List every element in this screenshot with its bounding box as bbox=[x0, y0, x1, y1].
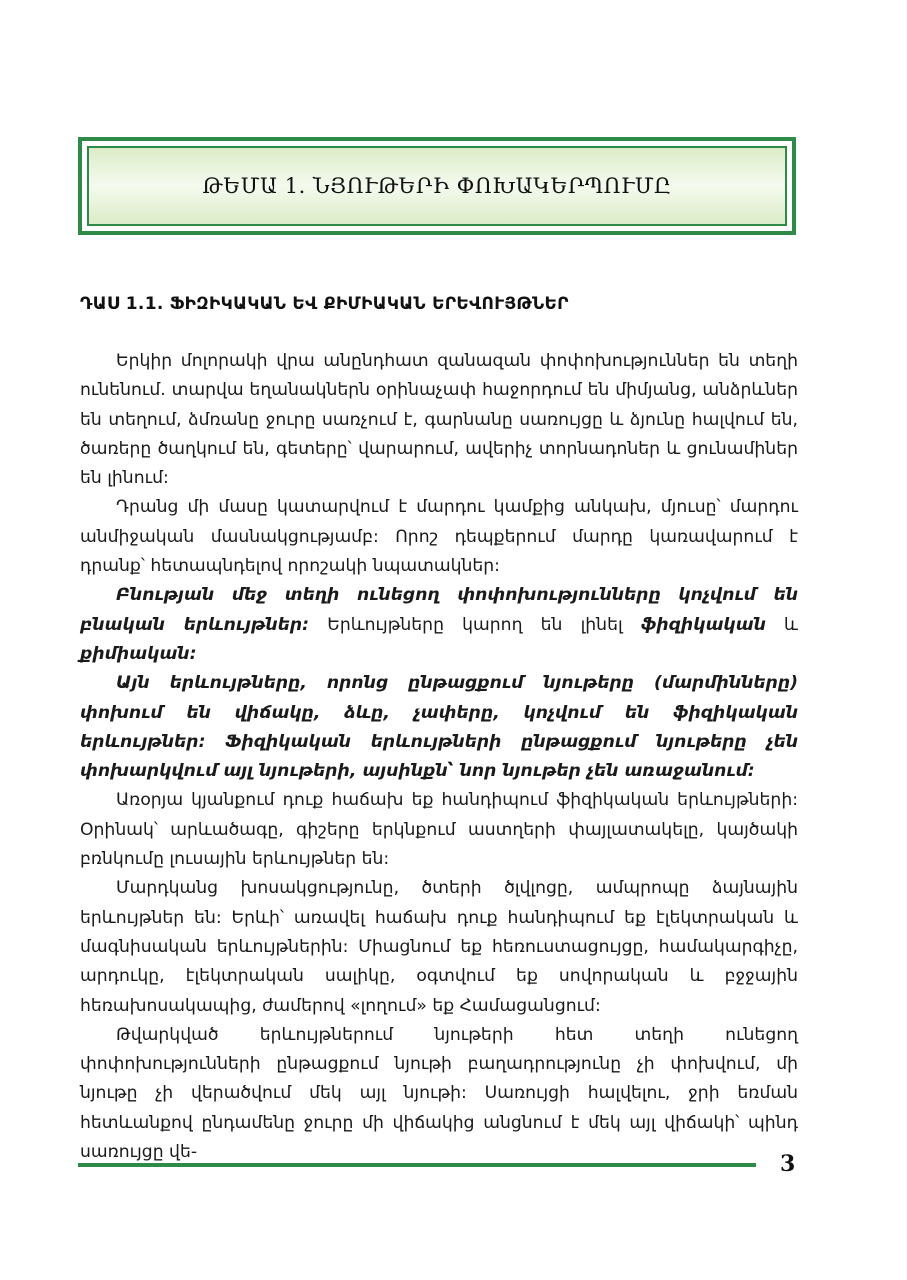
page-number: 3 bbox=[780, 1151, 796, 1177]
term-physical: ֆիզիկական bbox=[640, 614, 766, 635]
theme-banner bbox=[78, 137, 796, 235]
paragraph: Առօրյա կյանքում դուք հաճախ եք հանդիպում ֆիզիկական երևույթների: Օրինակ՝ արևածագը, գիշերը երկնքում աստղերի փայլատակելը, կայծակի բռնկումը լուսային երևույթներ են: bbox=[80, 790, 798, 870]
definition-physical-phenomena: Այն երևույթները, որոնց ընթացքում նյութերը (մարմինները) փոխում են վիճակը, ձևը, չափերը, կոչվում են ֆիզիկական երևույթներ: Ֆիզիկական երևույթների ընթացքում նյութերը չեն փոխարկվում այլ նյութերի, այսինքն՝ նոր նյութեր չեն առաջանում: bbox=[80, 673, 798, 782]
paragraph-text: և bbox=[765, 614, 798, 635]
definition-paragraph bbox=[80, 581, 798, 669]
lesson-title: ԴԱՍ 1.1. ՖԻԶԻԿԱԿԱՆ ԵՎ ՔԻՄԻԱԿԱՆ ԵՐԵՎՈՒՅԹՆԵՐ bbox=[80, 294, 569, 314]
body-text bbox=[80, 347, 798, 1167]
definition-natural-phenomena: Բնության մեջ տեղի ունեցող փոփոխությունները կոչվում են բնական երևույթներ: bbox=[80, 585, 798, 635]
paragraph: Թվարկված երևույթներում նյութերի հետ տեղի ունեցող փոփոխությունների ընթացքում նյութի բաղադրությունը չի փոխվում, մի նյութը չի վերածվում մեկ այլ նյութի: Սառույցի հալվելու, ջրի եռման հետևանքով ընդամենը ջուրը մի վիճակից անցնում է մեկ այլ վիճակի՝ պինդ սառույցը վե- bbox=[80, 1024, 798, 1163]
footer-divider bbox=[78, 1163, 756, 1167]
paragraph-text: Երևույթները կարող են լինել bbox=[309, 614, 641, 635]
paragraph: Մարդկանց խոսակցությունը, ծտերի ծլվլոցը, ամպրոպը ձայնային երևույթներ են: Երևի՝ առավել հաճախ դուք հանդիպում եք էլեկտրական և մագնիսական երևույթներին: Միացնում եք հեռուստացույցը, համակարգիչը, արդուկը, էլեկտրական սալիկը, օգտվում եք սովորական և բջջային հեռախոսակապից, ժամերով «լողում» եք Համացանցում: bbox=[80, 878, 798, 1016]
theme-title: ԹԵՄԱ 1. ՆՅՈՒԹԵՐԻ ՓՈԽԱԿԵՐՊՈՒՄԸ bbox=[202, 174, 672, 198]
theme-banner-inner bbox=[87, 146, 787, 226]
paragraph: Երկիր մոլորակի վրա անընդհատ զանազան փոփոխություններ են տեղի ունենում. տարվա եղանակներն օրինաչափ հաջորդում են միմյանց, անձրևներ են տեղում, ձմռանը ջուրը սառչում է, գարնանը սառույցը և ձյունը հալվում են, ծառերը ծաղկում են, գետերը՝ վարարում, ավերիչ տորնադոներ և ցունամիներ են լինում: bbox=[80, 351, 798, 489]
paragraph: Դրանց մի մասը կատարվում է մարդու կամքից անկախ, մյուսը՝ մարդու անմիջական մասնակցությամբ: Որոշ դեպքերում մարդը կառավարում է դրանք՝ հետապնդելով որոշակի նպատակներ: bbox=[80, 497, 798, 577]
term-chemical: քիմիական: bbox=[80, 643, 197, 664]
